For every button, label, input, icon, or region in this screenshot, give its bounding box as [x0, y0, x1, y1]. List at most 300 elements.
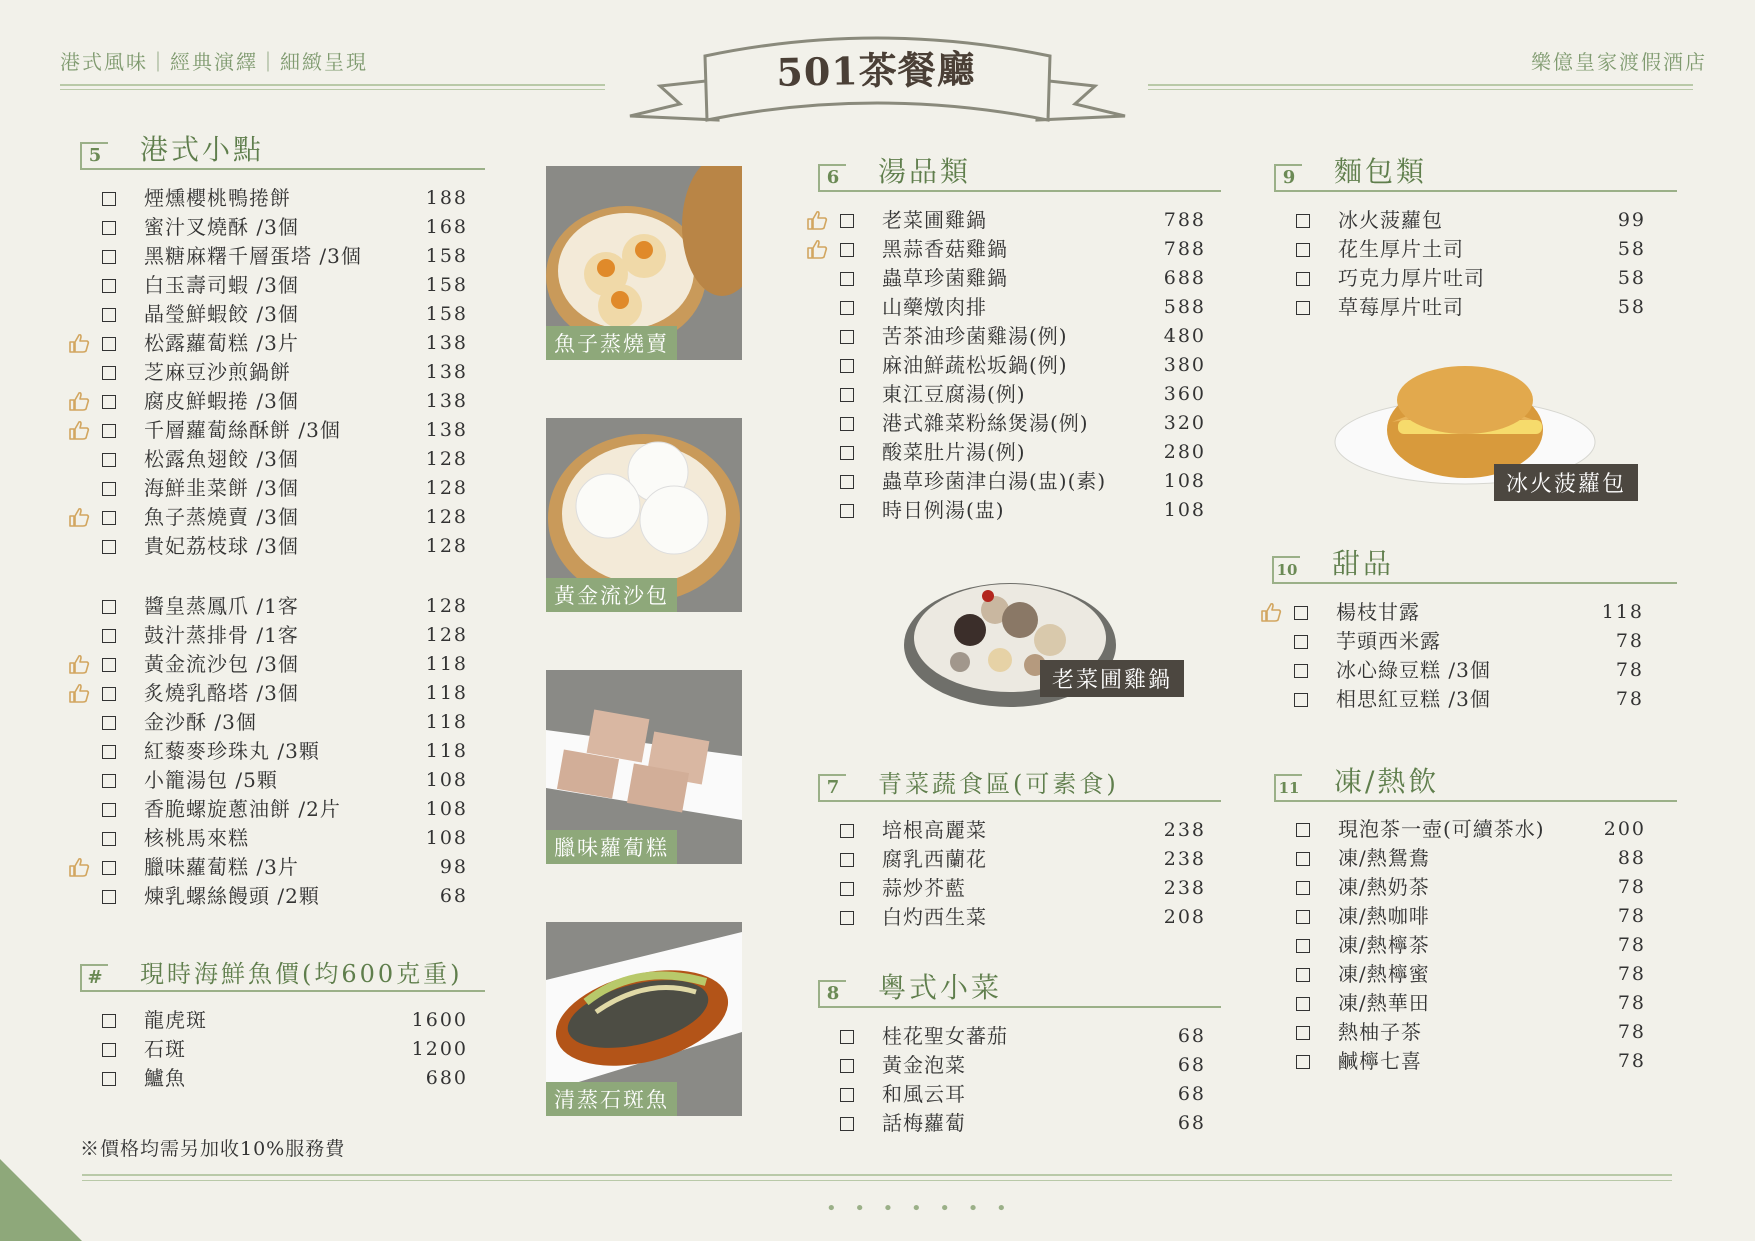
order-checkbox[interactable] — [840, 1117, 854, 1131]
item-name: 麻油鮮蔬松坂鍋(例) — [882, 353, 1068, 377]
menu-item[interactable] — [102, 242, 468, 271]
fish-price-list — [102, 1006, 468, 1093]
section-number: # — [80, 964, 108, 990]
photo-label: 魚子蒸燒賣 — [546, 326, 677, 360]
order-checkbox[interactable] — [1294, 693, 1308, 707]
order-checkbox[interactable] — [102, 832, 116, 846]
item-price: 78 — [1617, 934, 1646, 956]
item-name: 和風云耳 — [882, 1082, 966, 1106]
menu-item[interactable] — [102, 737, 468, 766]
menu-item[interactable] — [840, 206, 1206, 235]
order-checkbox[interactable] — [840, 214, 854, 228]
item-name: 相思紅豆糕 /3個 — [1336, 687, 1491, 711]
item-price: 788 — [1163, 238, 1206, 260]
menu-item[interactable] — [840, 322, 1206, 351]
item-name: 時日例湯(盅) — [882, 498, 1005, 522]
photo-fish — [546, 922, 742, 1116]
item-price: 168 — [425, 216, 468, 238]
section-title: 粵式小菜 — [878, 971, 1003, 1004]
section-5-header — [80, 128, 485, 170]
item-name: 培根高麗菜 — [882, 818, 987, 842]
menu-item[interactable] — [1294, 656, 1644, 685]
menu-item[interactable] — [840, 496, 1206, 525]
order-checkbox[interactable] — [102, 745, 116, 759]
item-price: 138 — [425, 390, 468, 412]
item-name: 花生厚片土司 — [1338, 237, 1464, 261]
order-checkbox[interactable] — [840, 1059, 854, 1073]
thumbs-up-icon — [806, 238, 828, 258]
menu-item[interactable] — [1294, 627, 1644, 656]
menu-item[interactable] — [102, 329, 468, 358]
item-name: 東江豆腐湯(例) — [882, 382, 1026, 406]
menu-item[interactable] — [840, 264, 1206, 293]
menu-item[interactable] — [840, 380, 1206, 409]
order-checkbox[interactable] — [1296, 852, 1310, 866]
photo-label: 清蒸石斑魚 — [546, 1082, 677, 1116]
item-name: 海鮮韭菜餅 /3個 — [144, 476, 299, 500]
item-name: 黃金泡菜 — [882, 1053, 966, 1077]
item-price: 480 — [1163, 325, 1206, 347]
menu-item[interactable] — [1296, 844, 1646, 873]
bread-list — [1296, 206, 1646, 322]
menu-item[interactable] — [102, 184, 468, 213]
header-rule-left — [60, 84, 605, 90]
menu-item[interactable] — [1296, 264, 1646, 293]
item-name: 晶瑩鮮蝦餃 /3個 — [144, 302, 299, 326]
section-title: 港式小點 — [140, 133, 265, 166]
menu-item[interactable] — [840, 903, 1206, 932]
menu-item[interactable] — [1296, 989, 1646, 1018]
order-checkbox[interactable] — [840, 853, 854, 867]
footer-dots: • • • • • • • — [826, 1198, 1013, 1219]
item-name: 千層蘿蔔絲酥餅 /3個 — [144, 418, 341, 442]
item-name: 核桃馬來糕 — [144, 826, 249, 850]
item-name: 凍/熱奶茶 — [1338, 875, 1430, 899]
hotel-name: 樂億皇家渡假酒店 — [1531, 50, 1707, 74]
photo-label: 老菜圃雞鍋 — [1040, 660, 1184, 697]
item-name: 草莓厚片吐司 — [1338, 295, 1464, 319]
thumbs-up-icon — [68, 506, 90, 526]
item-price: 78 — [1615, 659, 1644, 681]
order-checkbox[interactable] — [840, 243, 854, 257]
order-checkbox[interactable] — [102, 1072, 116, 1086]
item-price: 118 — [425, 711, 468, 733]
item-name: 小籠湯包 /5顆 — [144, 768, 278, 792]
item-name: 凍/熱華田 — [1338, 991, 1430, 1015]
order-checkbox[interactable] — [102, 250, 116, 264]
item-price: 78 — [1615, 630, 1644, 652]
item-name: 熱柚子茶 — [1338, 1020, 1422, 1044]
item-name: 紅藜麥珍珠丸 /3顆 — [144, 739, 320, 763]
item-price: 108 — [1163, 470, 1206, 492]
item-name: 石斑 — [144, 1037, 186, 1061]
order-checkbox[interactable] — [1296, 939, 1310, 953]
menu-item[interactable] — [1294, 598, 1644, 627]
order-checkbox[interactable] — [1296, 910, 1310, 924]
menu-item[interactable] — [102, 474, 468, 503]
item-name: 蟲草珍菌雞鍋 — [882, 266, 1008, 290]
menu-item[interactable] — [102, 1006, 468, 1035]
order-checkbox[interactable] — [1294, 635, 1308, 649]
menu-item[interactable] — [1296, 873, 1646, 902]
section-number: 5 — [80, 142, 108, 168]
item-name: 白灼西生菜 — [882, 905, 987, 929]
item-price: 68 — [1177, 1025, 1206, 1047]
soup-list — [840, 206, 1206, 525]
menu-item[interactable] — [1296, 1047, 1646, 1076]
item-name: 松露蘿蔔糕 /3片 — [144, 331, 299, 355]
order-checkbox[interactable] — [840, 359, 854, 373]
order-checkbox[interactable] — [102, 366, 116, 380]
item-price: 78 — [1617, 876, 1646, 898]
item-price: 118 — [425, 682, 468, 704]
item-name: 凍/熱檸蜜 — [1338, 962, 1430, 986]
item-price: 108 — [425, 798, 468, 820]
section-11-header — [1274, 760, 1677, 802]
menu-item[interactable] — [102, 503, 468, 532]
order-checkbox[interactable] — [102, 890, 116, 904]
item-price: 588 — [1163, 296, 1206, 318]
menu-item[interactable] — [102, 853, 468, 882]
item-price: 118 — [1601, 601, 1644, 623]
order-checkbox[interactable] — [840, 330, 854, 344]
item-price: 108 — [425, 827, 468, 849]
item-price: 188 — [425, 187, 468, 209]
item-price: 128 — [425, 624, 468, 646]
section-9-header — [1274, 150, 1677, 192]
item-price: 78 — [1617, 963, 1646, 985]
menu-item[interactable] — [840, 438, 1206, 467]
order-checkbox[interactable] — [102, 540, 116, 554]
item-name: 貴妃荔枝球 /3個 — [144, 534, 299, 558]
item-price: 128 — [425, 448, 468, 470]
menu-item[interactable] — [102, 213, 468, 242]
item-name: 黃金流沙包 /3個 — [144, 652, 299, 676]
menu-item[interactable] — [102, 358, 468, 387]
menu-item[interactable] — [840, 351, 1206, 380]
item-price: 108 — [425, 769, 468, 791]
item-name: 鹹檸七喜 — [1338, 1049, 1422, 1073]
photo-bun — [546, 418, 742, 612]
menu-item[interactable] — [102, 445, 468, 474]
section-number: 8 — [818, 980, 846, 1006]
vegetable-list — [840, 816, 1206, 932]
order-checkbox[interactable] — [840, 824, 854, 838]
item-price: 158 — [425, 274, 468, 296]
section-number: 9 — [1274, 164, 1302, 190]
menu-item[interactable] — [102, 824, 468, 853]
menu-item[interactable] — [840, 235, 1206, 264]
section-title: 現時海鮮魚價(均600克重) — [140, 960, 463, 988]
item-price: 1200 — [411, 1038, 468, 1060]
photo-label: 冰火菠蘿包 — [1494, 464, 1638, 501]
menu-item[interactable] — [1296, 293, 1646, 322]
item-price: 78 — [1617, 1021, 1646, 1043]
order-checkbox[interactable] — [102, 221, 116, 235]
menu-item[interactable] — [840, 874, 1206, 903]
item-price: 138 — [425, 361, 468, 383]
item-name: 冰火菠蘿包 — [1338, 208, 1443, 232]
order-checkbox[interactable] — [840, 301, 854, 315]
item-price: 128 — [425, 595, 468, 617]
order-checkbox[interactable] — [102, 774, 116, 788]
page-title: 501茶餐廳 — [776, 46, 977, 95]
thumbs-up-icon — [68, 856, 90, 876]
item-price: 360 — [1163, 383, 1206, 405]
order-checkbox[interactable] — [102, 337, 116, 351]
item-price: 99 — [1617, 209, 1646, 231]
item-name: 魚子蒸燒賣 /3個 — [144, 505, 299, 529]
item-price: 238 — [1163, 877, 1206, 899]
item-name: 醬皇蒸鳳爪 /1客 — [144, 594, 299, 618]
item-name: 炙燒乳酪塔 /3個 — [144, 681, 299, 705]
order-checkbox[interactable] — [1294, 606, 1308, 620]
menu-item[interactable] — [102, 795, 468, 824]
menu-item[interactable] — [102, 621, 468, 650]
section-title: 青菜蔬食區(可素食) — [878, 770, 1119, 798]
order-checkbox[interactable] — [840, 388, 854, 402]
section-number: 10 — [1272, 556, 1300, 582]
thumbs-up-icon — [68, 332, 90, 352]
corner-decoration — [0, 1159, 82, 1241]
item-price: 68 — [1177, 1083, 1206, 1105]
item-price: 238 — [1163, 819, 1206, 841]
item-name: 山藥燉肉排 — [882, 295, 987, 319]
item-name: 煉乳螺絲饅頭 /2顆 — [144, 884, 320, 908]
item-price: 208 — [1163, 906, 1206, 928]
order-checkbox[interactable] — [1296, 301, 1310, 315]
item-name: 鼓汁蒸排骨 /1客 — [144, 623, 299, 647]
order-checkbox[interactable] — [102, 424, 116, 438]
menu-item[interactable] — [840, 1022, 1206, 1051]
item-price: 158 — [425, 303, 468, 325]
order-checkbox[interactable] — [102, 687, 116, 701]
item-price: 138 — [425, 419, 468, 441]
section-8-header — [818, 966, 1221, 1008]
item-name: 煙燻櫻桃鴨捲餅 — [144, 186, 291, 210]
order-checkbox[interactable] — [102, 1043, 116, 1057]
thumbs-up-icon — [68, 419, 90, 439]
item-price: 58 — [1617, 267, 1646, 289]
item-name: 老菜圃雞鍋 — [882, 208, 987, 232]
order-checkbox[interactable] — [1294, 664, 1308, 678]
item-price: 68 — [1177, 1112, 1206, 1134]
section-10-header — [1272, 542, 1677, 584]
menu-item[interactable] — [840, 293, 1206, 322]
menu-item[interactable] — [1296, 235, 1646, 264]
menu-item[interactable] — [840, 816, 1206, 845]
order-checkbox[interactable] — [102, 511, 116, 525]
order-checkbox[interactable] — [102, 453, 116, 467]
item-price: 68 — [1177, 1054, 1206, 1076]
menu-item[interactable] — [102, 679, 468, 708]
item-name: 巧克力厚片吐司 — [1338, 266, 1485, 290]
item-price: 58 — [1617, 296, 1646, 318]
section-title: 甜品 — [1332, 547, 1395, 580]
menu-item[interactable] — [102, 708, 468, 737]
drink-list — [1296, 815, 1646, 1076]
item-price: 88 — [1617, 847, 1646, 869]
item-price: 158 — [425, 245, 468, 267]
item-name: 港式雜菜粉絲煲湯(例) — [882, 411, 1089, 435]
order-checkbox[interactable] — [1296, 243, 1310, 257]
menu-item[interactable] — [1296, 815, 1646, 844]
item-price: 68 — [439, 885, 468, 907]
order-checkbox[interactable] — [102, 279, 116, 293]
menu-item[interactable] — [102, 416, 468, 445]
order-checkbox[interactable] — [840, 882, 854, 896]
order-checkbox[interactable] — [102, 1014, 116, 1028]
order-checkbox[interactable] — [840, 417, 854, 431]
menu-item[interactable] — [102, 592, 468, 621]
item-name: 凍/熱鴛鴦 — [1338, 846, 1430, 870]
order-checkbox[interactable] — [1296, 997, 1310, 1011]
menu-item[interactable] — [102, 766, 468, 795]
item-name: 金沙酥 /3個 — [144, 710, 257, 734]
item-name: 腐皮鮮蝦捲 /3個 — [144, 389, 299, 413]
menu-item[interactable] — [102, 1035, 468, 1064]
tagline: 港式風味｜經典演繹｜細緻呈現 — [60, 50, 368, 74]
order-checkbox[interactable] — [840, 272, 854, 286]
menu-item[interactable] — [102, 650, 468, 679]
menu-item[interactable] — [840, 845, 1206, 874]
order-checkbox[interactable] — [1296, 1055, 1310, 1069]
service-charge-note: ※價格均需另加收10%服務費 — [80, 1138, 346, 1160]
order-checkbox[interactable] — [1296, 214, 1310, 228]
menu-item[interactable] — [102, 271, 468, 300]
item-name: 苦茶油珍菌雞湯(例) — [882, 324, 1068, 348]
footer-rule — [82, 1174, 1672, 1181]
order-checkbox[interactable] — [102, 600, 116, 614]
menu-item[interactable] — [840, 467, 1206, 496]
item-name: 鱸魚 — [144, 1066, 186, 1090]
item-name: 蟲草珍菌津白湯(盅)(素) — [882, 469, 1107, 493]
order-checkbox[interactable] — [840, 1030, 854, 1044]
item-name: 松露魚翅餃 /3個 — [144, 447, 299, 471]
item-name: 黑蒜香菇雞鍋 — [882, 237, 1008, 261]
item-name: 話梅蘿蔔 — [882, 1111, 966, 1135]
section-title: 凍/熱飲 — [1334, 765, 1440, 798]
menu-item[interactable] — [840, 409, 1206, 438]
item-name: 白玉壽司蝦 /3個 — [144, 273, 299, 297]
item-name: 冰心綠豆糕 /3個 — [1336, 658, 1491, 682]
dessert-list — [1294, 598, 1644, 714]
thumbs-up-icon — [68, 390, 90, 410]
item-price: 118 — [425, 653, 468, 675]
item-name: 龍虎斑 — [144, 1008, 207, 1032]
item-name: 芝麻豆沙煎鍋餅 — [144, 360, 291, 384]
item-price: 128 — [425, 506, 468, 528]
dimsum-list — [102, 184, 468, 561]
order-checkbox[interactable] — [840, 475, 854, 489]
item-price: 380 — [1163, 354, 1206, 376]
item-price: 118 — [425, 740, 468, 762]
order-checkbox[interactable] — [102, 716, 116, 730]
side-dish-list — [840, 1022, 1206, 1138]
order-checkbox[interactable] — [102, 629, 116, 643]
menu-item[interactable] — [1296, 931, 1646, 960]
item-name: 臘味蘿蔔糕 /3片 — [144, 855, 299, 879]
item-price: 108 — [1163, 499, 1206, 521]
menu-item[interactable] — [840, 1109, 1206, 1138]
order-checkbox[interactable] — [102, 658, 116, 672]
menu-item[interactable] — [1296, 1018, 1646, 1047]
order-checkbox[interactable] — [840, 446, 854, 460]
order-checkbox[interactable] — [1296, 1026, 1310, 1040]
menu-item[interactable] — [102, 882, 468, 911]
order-checkbox[interactable] — [102, 803, 116, 817]
photo-label: 臘味蘿蔔糕 — [546, 830, 677, 864]
order-checkbox[interactable] — [102, 192, 116, 206]
item-name: 桂花聖女蕃茄 — [882, 1024, 1008, 1048]
section-title: 湯品類 — [878, 155, 972, 188]
menu-item[interactable] — [102, 532, 468, 561]
section-number: 11 — [1274, 774, 1302, 800]
item-name: 凍/熱檸茶 — [1338, 933, 1430, 957]
menu-item[interactable] — [102, 300, 468, 329]
menu-item[interactable] — [1296, 902, 1646, 931]
item-price: 200 — [1603, 818, 1646, 840]
order-checkbox[interactable] — [1296, 968, 1310, 982]
item-name: 香脆螺旋蔥油餅 /2片 — [144, 797, 341, 821]
menu-item[interactable] — [102, 1064, 468, 1093]
thumbs-up-icon — [1260, 601, 1282, 621]
item-price: 98 — [439, 856, 468, 878]
thumbs-up-icon — [68, 682, 90, 702]
order-checkbox[interactable] — [102, 482, 116, 496]
section-7-header — [818, 760, 1221, 802]
section-number: 6 — [818, 164, 846, 190]
dimsum-list-2 — [102, 592, 468, 911]
order-checkbox[interactable] — [1296, 881, 1310, 895]
order-checkbox[interactable] — [1296, 823, 1310, 837]
thumbs-up-icon — [806, 209, 828, 229]
item-name: 酸菜肚片湯(例) — [882, 440, 1026, 464]
item-price: 680 — [425, 1067, 468, 1089]
item-price: 128 — [425, 535, 468, 557]
menu-item[interactable] — [102, 387, 468, 416]
order-checkbox[interactable] — [102, 308, 116, 322]
order-checkbox[interactable] — [102, 395, 116, 409]
menu-item[interactable] — [840, 1080, 1206, 1109]
section-title: 麵包類 — [1334, 155, 1428, 188]
menu-item[interactable] — [1296, 206, 1646, 235]
item-name: 芋頭西米露 — [1336, 629, 1441, 653]
order-checkbox[interactable] — [840, 1088, 854, 1102]
item-price: 1600 — [411, 1009, 468, 1031]
photo-radish-cake — [546, 670, 742, 864]
item-name: 腐乳西蘭花 — [882, 847, 987, 871]
item-price: 78 — [1615, 688, 1644, 710]
item-name: 蒜炒芥藍 — [882, 876, 966, 900]
item-name: 凍/熱咖啡 — [1338, 904, 1430, 928]
item-price: 78 — [1617, 1050, 1646, 1072]
section-fish-header — [80, 950, 485, 992]
header-rule-right — [1148, 84, 1693, 90]
order-checkbox[interactable] — [102, 861, 116, 875]
thumbs-up-icon — [68, 653, 90, 673]
order-checkbox[interactable] — [1296, 272, 1310, 286]
item-price: 788 — [1163, 209, 1206, 231]
menu-item[interactable] — [1294, 685, 1644, 714]
order-checkbox[interactable] — [840, 911, 854, 925]
menu-item[interactable] — [1296, 960, 1646, 989]
menu-item[interactable] — [840, 1051, 1206, 1080]
item-price: 78 — [1617, 905, 1646, 927]
section-6-header — [818, 150, 1221, 192]
order-checkbox[interactable] — [840, 504, 854, 518]
item-price: 138 — [425, 332, 468, 354]
